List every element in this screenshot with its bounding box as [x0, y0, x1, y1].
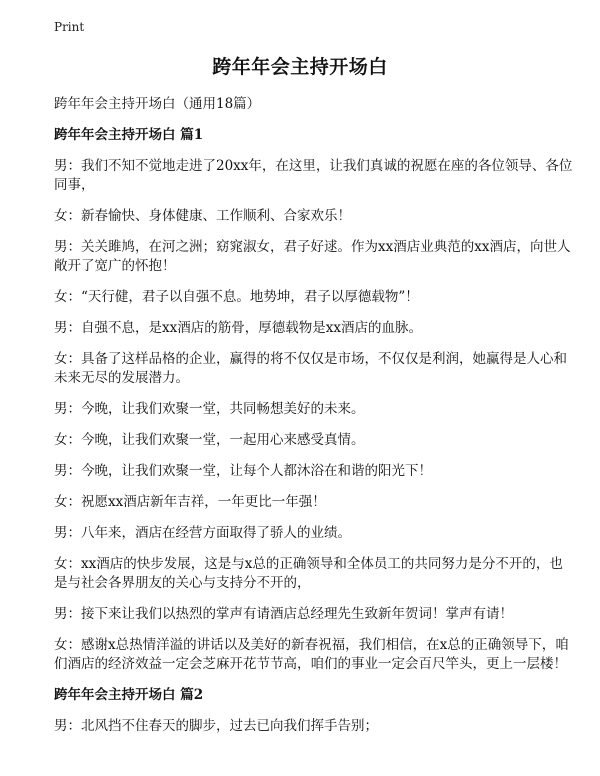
dialogue-line	[54, 157, 574, 195]
dialogue-text: 今晚，让我们欢聚一堂，一起用心来感受真情。	[81, 432, 365, 448]
speaker-label: 女：	[54, 432, 81, 448]
speaker-label: 男：	[54, 158, 81, 174]
section-heading: 跨年年会主持开场白 篇1	[54, 127, 204, 143]
dialogue-line	[54, 462, 574, 481]
speaker-label: 男：	[54, 718, 81, 734]
speaker-label: 男：	[54, 525, 81, 541]
speaker-label: 女：	[54, 351, 81, 367]
speaker-label: 男：	[54, 606, 81, 622]
dialogue-line	[54, 605, 574, 624]
dialogue-line	[54, 555, 574, 593]
speaker-label: 男：	[54, 401, 81, 417]
speaker-label: 女：	[54, 637, 81, 653]
document-subtitle: 跨年年会主持开场白（通用18篇）	[54, 96, 261, 112]
dialogue-text: 八年来，酒店在经营方面取得了骄人的业绩。	[81, 525, 351, 541]
dialogue-text: 自强不息，是xx酒店的筋骨，厚德载物是xx酒店的血脉。	[81, 320, 422, 336]
dialogue-line	[54, 524, 574, 543]
page-title: 跨年年会主持开场白	[212, 56, 388, 78]
speaker-label: 女：	[54, 556, 81, 572]
speaker-label: 男：	[54, 320, 81, 336]
dialogue-line	[54, 238, 574, 276]
dialogue-text: xx酒店的快步发展，这是与x总的正确领导和全体员工的共同努力是分不开的，也是与社会各界朋友的关心与支持分不开的，	[54, 556, 563, 591]
speaker-label: 女：	[54, 494, 81, 510]
dialogue-line	[54, 350, 574, 388]
document-body	[54, 126, 574, 748]
dialogue-line	[54, 636, 574, 674]
dialogue-line	[54, 493, 574, 512]
speaker-label: 男：	[54, 239, 81, 255]
dialogue-line	[54, 288, 574, 307]
dialogue-text: 今晚，让我们欢聚一堂，让每个人都沐浴在和谐的阳光下！	[81, 463, 432, 479]
dialogue-text: “天行健，君子以自强不息。地势坤，君子以厚德载物”！	[81, 289, 419, 305]
speaker-label: 男：	[54, 463, 81, 479]
dialogue-text: 具备了这样品格的企业，赢得的将不仅仅是市场，不仅仅是利润，她赢得是人心和未来无尽的发展潜力。	[54, 351, 567, 386]
dialogue-line	[54, 431, 574, 450]
dialogue-text: 感谢x总热情洋溢的讲话以及美好的新春祝福，我们相信，在x总的正确领导下，咱们酒店的经济效益一定会芝麻开花节节高，咱们的事业一定会百尺竿头，更上一层楼！	[54, 637, 569, 672]
dialogue-text: 关关雎鸠，在河之洲；窈窕淑女，君子好逑。作为xx酒店业典范的xx酒店，向世人敞开了宽广的怀抱！	[54, 239, 571, 274]
dialogue-line	[54, 207, 574, 226]
dialogue-line	[54, 400, 574, 419]
dialogue-text: 新春愉快、身体健康、工作顺利、合家欢乐！	[81, 208, 351, 224]
dialogue-text: 我们不知不觉地走进了20xx年，在这里，让我们真诚的祝愿在座的各位领导、各位同事，	[54, 158, 573, 193]
print-link[interactable]: Print	[54, 20, 85, 34]
dialogue-text: 今晚，让我们欢聚一堂，共同畅想美好的未来。	[81, 401, 365, 417]
section-heading: 跨年年会主持开场白 篇2	[54, 687, 204, 703]
dialogue-line	[54, 319, 574, 338]
dialogue-line	[54, 717, 574, 736]
speaker-label: 女：	[54, 289, 81, 305]
dialogue-text: 接下来让我们以热烈的掌声有请酒店总经理先生致新年贺词！掌声有请！	[81, 606, 513, 622]
speaker-label: 女：	[54, 208, 81, 224]
dialogue-text: 祝愿xx酒店新年吉祥，一年更比一年强！	[81, 494, 326, 510]
dialogue-text: 北风挡不住春天的脚步，过去已向我们挥手告别；	[81, 718, 378, 734]
